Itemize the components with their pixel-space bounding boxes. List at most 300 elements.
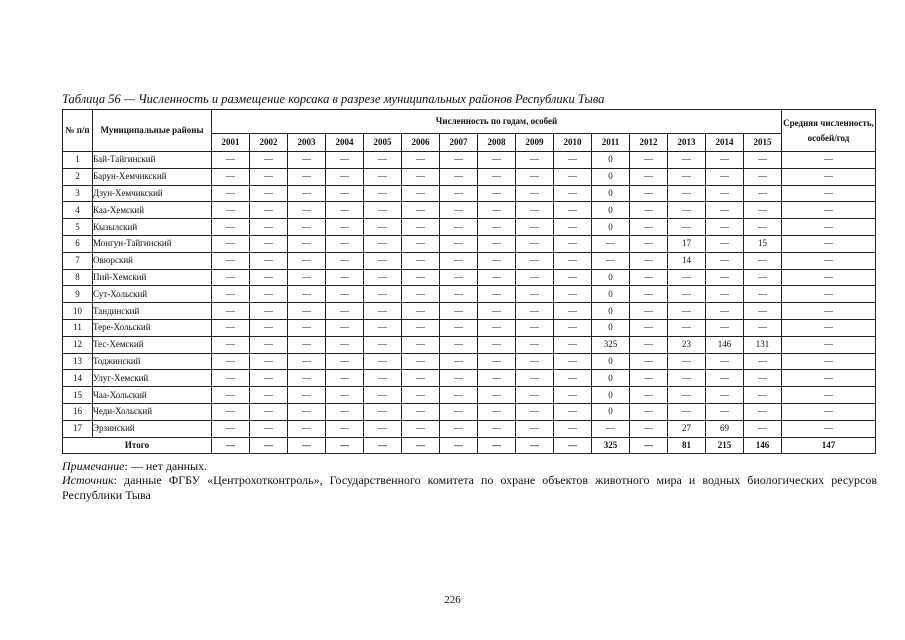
year-value: — [288,403,326,420]
year-value: — [592,235,630,252]
year-value: — [288,437,326,454]
average-value: — [782,185,876,202]
district-name: Бай-Тайгинский [93,152,212,169]
table-row [63,420,876,437]
year-value: 325 [592,336,630,353]
year-value: — [478,303,516,320]
year-value: 81 [668,437,706,454]
year-value: 0 [592,219,630,236]
year-value: — [516,168,554,185]
row-number: 6 [63,235,93,252]
year-value: — [554,319,592,336]
year-value: 14 [668,252,706,269]
year-value: — [668,152,706,169]
year-value: — [288,286,326,303]
year-value: — [364,319,402,336]
table-row [63,303,876,320]
year-value: — [516,235,554,252]
year-value: — [402,235,440,252]
district-name: Монгун-Тайгинский [93,235,212,252]
average-value: — [782,152,876,169]
year-value: — [630,269,668,286]
year-value: — [516,420,554,437]
year-value: — [744,403,782,420]
header-year: 2009 [516,134,554,152]
year-value: — [706,185,744,202]
table-row [63,336,876,353]
header-number: № п/п [63,110,93,152]
year-value: — [630,185,668,202]
year-value: — [516,336,554,353]
year-value: — [478,353,516,370]
average-value: — [782,403,876,420]
year-value: — [212,387,250,404]
year-value: — [326,370,364,387]
year-value: — [402,185,440,202]
year-value: 15 [744,235,782,252]
year-value: — [326,387,364,404]
header-district: Муниципальные районы [93,110,212,152]
year-value: — [364,202,402,219]
year-value: — [212,235,250,252]
year-value: — [250,235,288,252]
average-value: — [782,319,876,336]
year-value: — [744,353,782,370]
table-row [63,185,876,202]
year-value: — [440,387,478,404]
year-value: — [326,252,364,269]
year-value: — [212,252,250,269]
year-value: — [326,319,364,336]
year-value: — [212,269,250,286]
year-value: — [554,168,592,185]
year-value: — [554,202,592,219]
year-value: — [288,202,326,219]
header-year: 2015 [744,134,782,152]
year-value: — [288,168,326,185]
year-value: — [744,303,782,320]
year-value: — [288,387,326,404]
year-value: — [212,185,250,202]
header-year: 2006 [402,134,440,152]
header-year: 2003 [288,134,326,152]
year-value: — [364,185,402,202]
year-value: 146 [706,336,744,353]
row-number: 12 [63,336,93,353]
year-value: — [516,353,554,370]
district-name: Чаа-Хольский [93,387,212,404]
district-name: Чеди-Хольский [93,403,212,420]
year-value: — [212,353,250,370]
year-value: — [440,152,478,169]
year-value: — [478,235,516,252]
year-value: — [478,219,516,236]
year-value: 0 [592,370,630,387]
year-value: — [440,168,478,185]
year-value: — [516,437,554,454]
year-value: — [478,437,516,454]
year-value: — [554,185,592,202]
year-value: — [440,269,478,286]
year-value: — [402,303,440,320]
row-number: 4 [63,202,93,219]
year-value: 0 [592,403,630,420]
year-value: 27 [668,420,706,437]
year-value: — [326,420,364,437]
year-value: — [554,269,592,286]
year-value: — [706,269,744,286]
year-value: — [478,319,516,336]
year-value: — [326,202,364,219]
year-value: — [706,403,744,420]
row-number: 7 [63,252,93,269]
year-value: — [364,370,402,387]
year-value: — [478,420,516,437]
row-number: 10 [63,303,93,320]
year-value: — [744,185,782,202]
year-value: — [364,269,402,286]
year-value: — [668,387,706,404]
row-number: 11 [63,319,93,336]
year-value: — [554,219,592,236]
table-row [63,252,876,269]
year-value: — [212,152,250,169]
source-text: : данные ФГБУ «Центрохотконтроль», Государственного комитета по охране объектов животного мира и водных биологических ресурсов Республики Тыва [62,473,877,502]
row-number: 1 [63,152,93,169]
year-value: — [668,286,706,303]
average-value: — [782,286,876,303]
year-value: — [364,286,402,303]
year-value: — [250,219,288,236]
table-row [63,319,876,336]
year-value: — [288,252,326,269]
year-value: — [212,437,250,454]
year-value: — [250,269,288,286]
year-value: — [364,252,402,269]
header-year: 2011 [592,134,630,152]
year-value: — [402,286,440,303]
year-value: — [326,303,364,320]
year-value: — [516,185,554,202]
year-value: — [250,303,288,320]
average-value: — [782,168,876,185]
year-value: — [744,219,782,236]
year-value: — [250,403,288,420]
year-value: — [630,403,668,420]
header-year: 2004 [326,134,364,152]
year-value: — [668,319,706,336]
year-value: — [326,219,364,236]
district-name: Дзун-Хемчикский [93,185,212,202]
average-value: — [782,370,876,387]
year-value: — [516,252,554,269]
year-value: — [402,168,440,185]
year-value: — [744,387,782,404]
average-value: — [782,269,876,286]
header-year: 2007 [440,134,478,152]
year-value: — [706,219,744,236]
header-year: 2008 [478,134,516,152]
year-value: — [554,286,592,303]
year-value: — [364,152,402,169]
year-value: — [288,353,326,370]
year-value: — [668,403,706,420]
table-row [63,387,876,404]
year-value: — [668,353,706,370]
district-name: Тере-Хольский [93,319,212,336]
year-value: 0 [592,152,630,169]
year-value: — [744,168,782,185]
table-row [63,286,876,303]
year-value: 0 [592,353,630,370]
year-value: — [250,420,288,437]
year-value: — [706,202,744,219]
year-value: — [250,202,288,219]
year-value: — [402,319,440,336]
year-value: — [402,353,440,370]
year-value: 215 [706,437,744,454]
year-value: — [706,252,744,269]
header-year: 2014 [706,134,744,152]
year-value: — [288,269,326,286]
year-value: — [364,437,402,454]
year-value: — [630,336,668,353]
year-value: — [288,219,326,236]
year-value: — [402,336,440,353]
header-year: 2001 [212,134,250,152]
row-number: 9 [63,286,93,303]
year-value: — [554,387,592,404]
year-value: — [440,403,478,420]
year-value: — [478,286,516,303]
year-value: 146 [744,437,782,454]
source-label: Источник [62,473,114,487]
table-caption: Таблица 56 — Численность и размещение корсака в разрезе муниципальных районов Республики Тыва [62,92,605,106]
year-value: 23 [668,336,706,353]
year-value: 0 [592,319,630,336]
year-value: — [402,252,440,269]
year-value: — [744,319,782,336]
year-value: — [288,319,326,336]
year-value: — [288,336,326,353]
year-value: — [630,437,668,454]
year-value: — [402,269,440,286]
year-value: — [478,403,516,420]
header-average: Средняя численность, особей/год [782,110,876,152]
year-value: — [668,219,706,236]
year-value: — [744,202,782,219]
year-value: 0 [592,202,630,219]
year-value: — [744,370,782,387]
year-value: — [630,420,668,437]
year-value: — [326,353,364,370]
year-value: — [554,336,592,353]
year-value: 0 [592,185,630,202]
year-value: — [440,252,478,269]
year-value: — [402,202,440,219]
year-value: — [516,370,554,387]
table-row [63,269,876,286]
year-value: 325 [592,437,630,454]
year-value: — [744,286,782,303]
year-value: — [250,370,288,387]
year-value: — [592,420,630,437]
year-value: — [250,185,288,202]
year-value: — [478,168,516,185]
year-value: — [554,403,592,420]
year-value: 0 [592,168,630,185]
average-value: — [782,235,876,252]
header-year: 2010 [554,134,592,152]
year-value: — [288,370,326,387]
table-row [63,235,876,252]
year-value: — [554,370,592,387]
average-value: — [782,420,876,437]
page-number: 226 [444,594,461,606]
year-value: — [440,319,478,336]
year-value: — [478,185,516,202]
year-value: — [440,420,478,437]
year-value: 131 [744,336,782,353]
year-value: — [630,303,668,320]
year-value: — [326,235,364,252]
year-value: — [364,235,402,252]
year-value: — [250,353,288,370]
year-value: — [212,319,250,336]
year-value: — [364,303,402,320]
year-value: — [516,286,554,303]
year-value: — [554,235,592,252]
row-number: 17 [63,420,93,437]
year-value: — [326,286,364,303]
year-value: — [668,168,706,185]
row-number: 5 [63,219,93,236]
year-value: — [554,303,592,320]
district-name: Барун-Хемчикский [93,168,212,185]
header-year: 2012 [630,134,668,152]
year-value: — [250,336,288,353]
total-label: Итого [63,437,212,454]
year-value: — [402,387,440,404]
year-value: — [440,370,478,387]
year-value: — [554,437,592,454]
year-value: — [364,353,402,370]
district-name: Тоджинский [93,353,212,370]
table-note [62,459,207,474]
average-value: — [782,387,876,404]
year-value: — [364,219,402,236]
year-value: — [516,319,554,336]
year-value: — [592,252,630,269]
year-value: 17 [668,235,706,252]
year-value: — [440,437,478,454]
year-value: — [516,269,554,286]
year-value: — [402,403,440,420]
row-number: 13 [63,353,93,370]
table-row [63,353,876,370]
year-value: — [706,370,744,387]
year-value: — [250,387,288,404]
year-value: — [250,252,288,269]
year-value: — [440,235,478,252]
year-value: — [288,235,326,252]
year-value: — [250,286,288,303]
year-value: — [326,152,364,169]
year-value: — [440,219,478,236]
year-value: — [744,152,782,169]
year-value: — [516,219,554,236]
header-year: 2013 [668,134,706,152]
year-value: — [250,168,288,185]
year-value: — [554,420,592,437]
year-value: — [630,286,668,303]
year-value: — [212,286,250,303]
district-name: Сут-Хольский [93,286,212,303]
average-value: — [782,202,876,219]
header-year: 2002 [250,134,288,152]
year-value: — [212,303,250,320]
year-value: — [668,370,706,387]
year-value: — [630,202,668,219]
year-value: — [212,202,250,219]
row-number: 15 [63,387,93,404]
year-value: — [326,437,364,454]
district-name: Тес-Хемский [93,336,212,353]
year-value: — [402,437,440,454]
note-label: Примечание [62,459,125,473]
year-value: — [402,420,440,437]
year-value: — [554,353,592,370]
year-value: — [744,420,782,437]
year-value: — [744,252,782,269]
year-value: — [516,152,554,169]
year-value: — [364,387,402,404]
year-value: — [440,303,478,320]
year-value: — [402,370,440,387]
year-value: — [364,420,402,437]
table-row [63,370,876,387]
year-value: — [630,353,668,370]
average-value: — [782,219,876,236]
year-value: — [288,185,326,202]
district-name: Пий-Хемский [93,269,212,286]
average-value: — [782,303,876,320]
table-source [62,473,877,503]
year-value: — [516,403,554,420]
year-value: — [212,370,250,387]
year-value: — [630,319,668,336]
population-table [62,109,876,454]
year-value: — [440,336,478,353]
year-value: — [706,152,744,169]
year-value: — [478,370,516,387]
district-name: Овюрский [93,252,212,269]
year-value: — [250,152,288,169]
year-value: — [326,403,364,420]
district-name: Кызылский [93,219,212,236]
year-value: — [440,202,478,219]
average-value: — [782,336,876,353]
year-value: — [630,252,668,269]
year-value: — [250,319,288,336]
total-row [63,437,876,454]
district-name: Тандинский [93,303,212,320]
year-value: — [364,168,402,185]
year-value: — [630,168,668,185]
year-value: — [326,185,364,202]
row-number: 8 [63,269,93,286]
year-value: — [402,152,440,169]
